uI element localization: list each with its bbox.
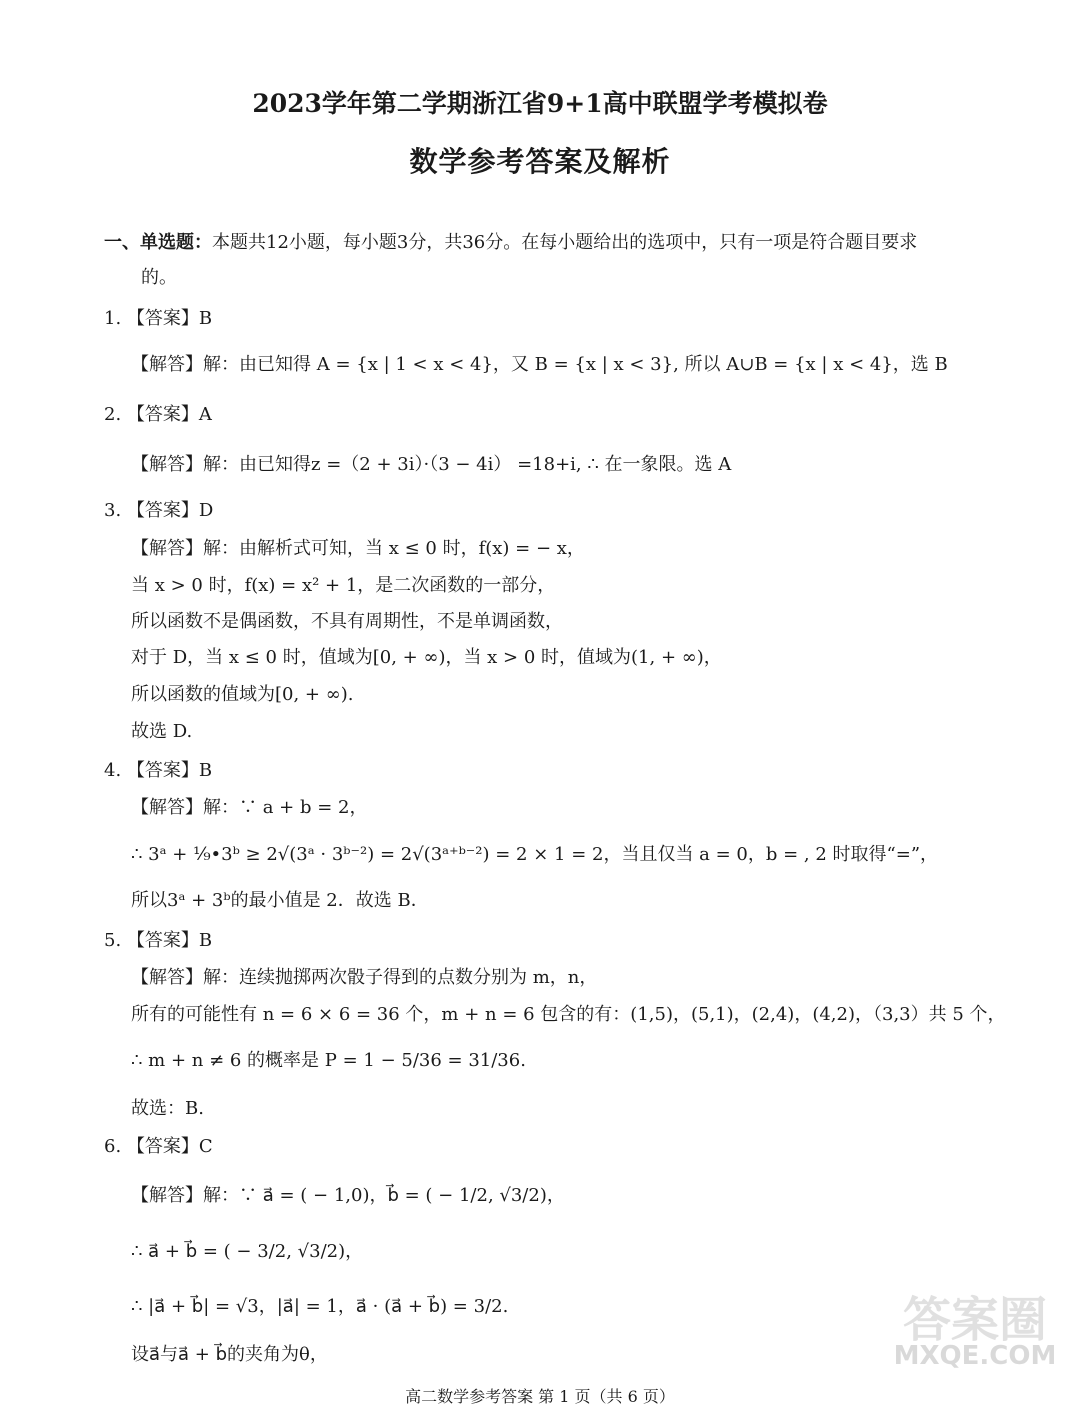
section-description-continued: 的。: [141, 267, 177, 288]
answer-line-q4: 4. 【答案】B: [104, 760, 213, 781]
answer-line-q5: 5. 【答案】B: [104, 930, 213, 951]
solution-line: 当 x > 0 时，f(x) = x² + 1，是二次函数的一部分，: [131, 575, 556, 596]
watermark-text: MXQE.COM: [893, 1341, 1057, 1371]
solution-line: 【解答】解：由已知得z =（2 + 3i）·（3 − 4i） =18+i, ∴ 在一象限。选 A: [131, 454, 732, 475]
answer-line-q3: 3. 【答案】D: [104, 500, 214, 521]
watermark: [890, 1281, 1060, 1371]
answer-line-q2: 2. 【答案】A: [104, 404, 212, 425]
solution-line: 【解答】解：连续抛掷两次骰子得到的点数分别为 m，n，: [131, 967, 598, 988]
solution-line: 【解答】解：∵ a⃗ = ( − 1,0)，b⃗ = ( − 1/2, √3/2)，: [131, 1185, 565, 1206]
solution-line: ∴ 3ᵃ + ¹⁄₉•3ᵇ ≥ 2√(3ᵃ · 3ᵇ⁻²) = 2√(3ᵃ⁺ᵇ⁻²) = 2 × 1 = 2，当且仅当 a = 0，b = , 2 时取得“=”，: [131, 844, 939, 865]
solution-line: ∴ m + n ≠ 6 的概率是 P = 1 − 5/36 = 31/36.: [131, 1050, 526, 1071]
solution-line: 对于 D，当 x ≤ 0 时，值域为[0, + ∞)，当 x > 0 时，值域为(1, + ∞)，: [131, 647, 722, 668]
page-footer: 高二数学参考答案 第 1 页（共 6 页）: [405, 1387, 675, 1406]
solution-line: 【解答】解：由解析式可知，当 x ≤ 0 时，f(x) = − x，: [131, 538, 585, 559]
solution-line: 所以3ᵃ + 3ᵇ的最小值是 2．故选 B．: [131, 890, 429, 911]
answer-line-q6: 6. 【答案】C: [104, 1136, 213, 1157]
solution-line: 故选：B.: [131, 1098, 204, 1119]
solution-line: 【解答】解：∵ a + b = 2，: [131, 797, 368, 818]
watermark-logo: 答案圈: [902, 1292, 1047, 1348]
solution-line: 故选 D.: [131, 721, 193, 742]
section-heading: 一、单选题：: [104, 232, 212, 253]
solution-line: 【解答】解：由已知得 A = {x | 1 < x < 4}，又 B = {x | x < 3}, 所以 A∪B = {x | x < 4}，选 B: [131, 354, 948, 375]
document-subtitle: 数学参考答案及解析: [409, 145, 671, 178]
solution-line: ∴ a⃗ + b⃗ = ( − 3/2, √3/2)，: [131, 1241, 364, 1262]
solution-line: ∴ |a⃗ + b⃗| = √3，|a⃗| = 1，a⃗ · (a⃗ + b⃗) = 3/2.: [131, 1296, 509, 1317]
section-description: 本题共12小题，每小题3分，共36分。在每小题给出的选项中，只有一项是符合题目要求: [212, 232, 918, 253]
solution-line: 设a⃗与a⃗ + b⃗的夹角为θ，: [131, 1344, 328, 1365]
solution-line: 所有的可能性有 n = 6 × 6 = 36 个，m + n = 6 包含的有：(1,5)，(5,1)，(2,4)，(4,2)，（3,3）共 5 个，: [131, 1004, 1006, 1025]
solution-line: 所以函数的值域为[0, + ∞).: [131, 684, 354, 705]
document-title: 2023学年第二学期浙江省9+1高中联盟学考模拟卷: [252, 89, 828, 118]
section-header: [104, 228, 917, 254]
solution-line: 所以函数不是偶函数，不具有周期性，不是单调函数，: [131, 611, 563, 632]
answer-line-q1: 1. 【答案】B: [104, 308, 213, 329]
